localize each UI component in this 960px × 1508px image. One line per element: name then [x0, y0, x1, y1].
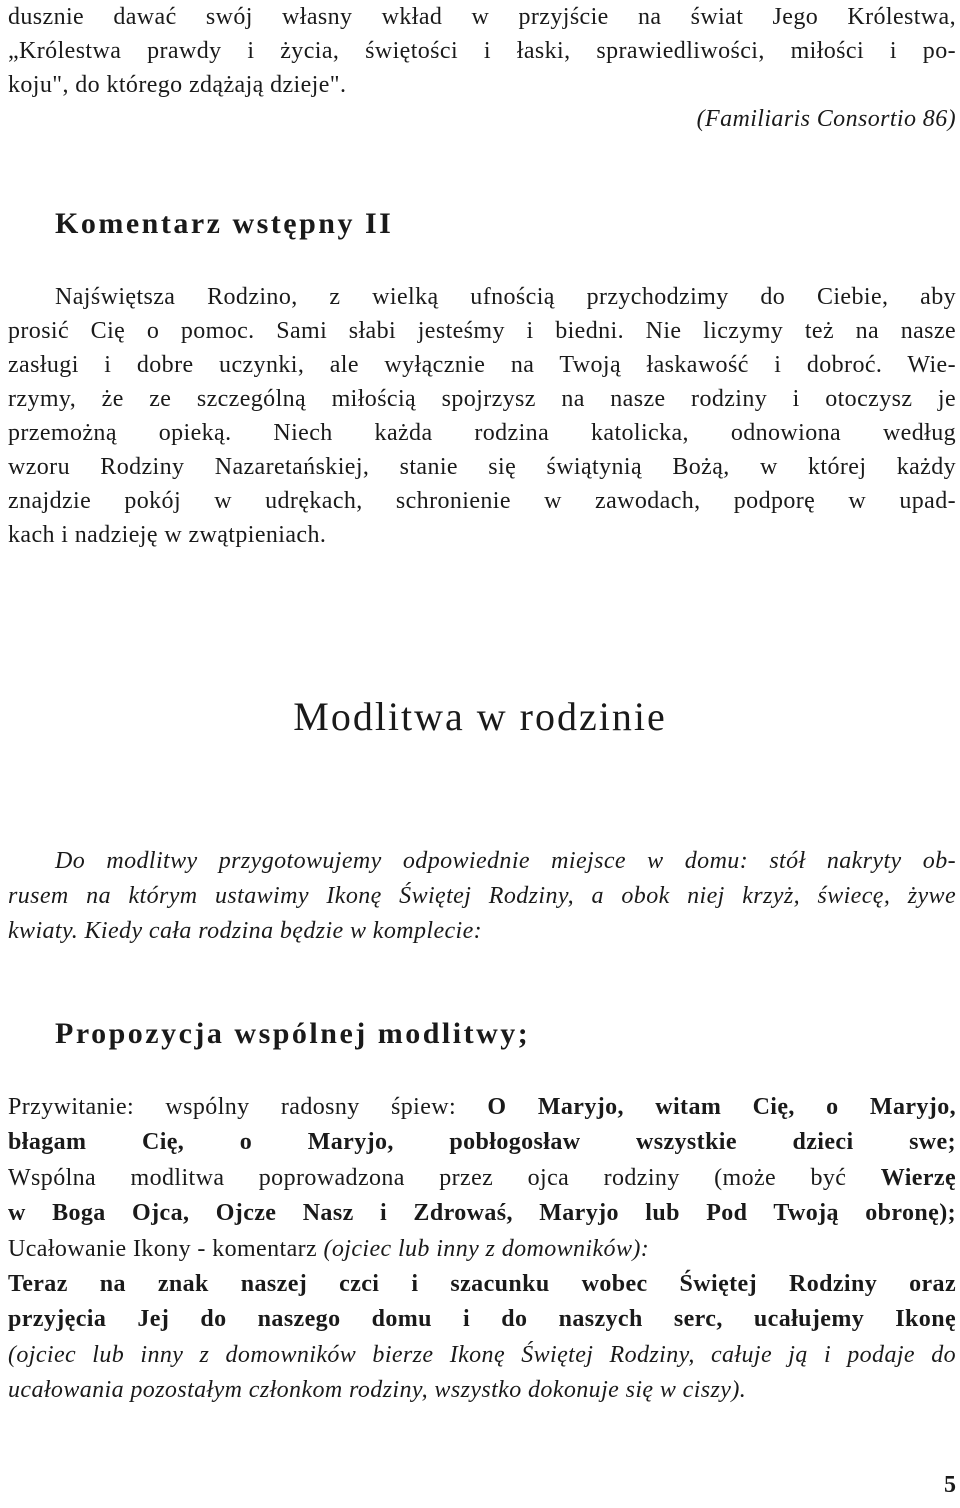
intro-line: dusznie dawać swój własny wkład w przyjście na świat Jego Królestwa, — [8, 4, 956, 30]
prayer-name: Wierzę — [880, 1165, 956, 1191]
prayer-bold-line: Teraz na znak naszej czci i szacunku wobec Świętej Rodziny oraz — [8, 1271, 956, 1297]
prayer-line — [8, 1163, 956, 1193]
komentarz-line: Najświętsza Rodzino, z wielką ufnością przychodzimy do Ciebie, aby — [55, 284, 956, 310]
citation: (Familiaris Consortio 86) — [696, 106, 956, 132]
prayer-text: Ucałowanie Ikony - komentarz — [8, 1236, 324, 1262]
komentarz-line: przemożną opieką. Niech każda rodzina katolicka, odnowiona według — [8, 420, 956, 446]
komentarz-line: rzymy, że ze szczególną miłością spojrzysz na nasze rodziny i otoczysz je — [8, 386, 956, 412]
komentarz-line: kach i nadzieję w zwątpieniach. — [8, 522, 327, 548]
intro-line: „Królestwa prawdy i życia, świętości i łaski, sprawiedliwości, miłości i po- — [8, 38, 956, 64]
instruction-line: Do modlitwy przygotowujemy odpowiednie miejsce w domu: stół nakryty ob- — [55, 848, 956, 874]
prayer-text: Wspólna modlitwa poprowadzona przez ojca rodziny (może być — [8, 1165, 881, 1191]
instruction-line: rusem na którym ustawimy Ikonę Świętej Rodziny, a obok niej krzyż, świecę, żywe — [8, 883, 956, 909]
section-heading-komentarz: Komentarz wstępny II — [55, 207, 394, 240]
instruction-line: kwiaty. Kiedy cała rodzina będzie w komplecie: — [8, 918, 483, 944]
komentarz-line: prosić Cię o pomoc. Sami słabi jesteśmy i biedni. Nie liczymy też na nasze — [8, 318, 956, 344]
prayer-text: Przywitanie: wspólny radosny śpiew: — [8, 1094, 488, 1120]
komentarz-line: znajdzie pokój w udrękach, schronienie w zawodach, podporę w upad- — [8, 488, 956, 514]
prayer-names: w Boga Ojca, Ojcze Nasz i Zdrowaś, Maryjo lub Pod Twoją obronę); — [8, 1200, 956, 1226]
prayer-line — [8, 1234, 956, 1264]
prayer-note: (ojciec lub inny z domowników): — [323, 1236, 650, 1262]
komentarz-line: zasługi i dobre uczynki, ale wyłącznie na Twoją łaskawość i dobroć. Wie- — [8, 352, 956, 378]
prayer-italic-line: ucałowania pozostałym członkom rodziny, wszystko dokonuje się w ciszy). — [8, 1377, 747, 1403]
prayer-line — [8, 1092, 956, 1122]
prayer-bold-line: przyjęcia Jej do naszego domu i do naszych serc, ucałujemy Ikonę — [8, 1306, 956, 1332]
song-title-continued: błagam Cię, o Maryjo, pobłogosław wszystkie dzieci swe; — [8, 1129, 956, 1155]
page-number: 5 — [944, 1472, 956, 1498]
section-heading-propozycja: Propozycja wspólnej modlitwy; — [55, 1017, 531, 1050]
song-title: O Maryjo, witam Cię, o Maryjo, — [487, 1094, 956, 1120]
prayer-italic-line: (ojciec lub inny z domowników bierze Ikonę Świętej Rodziny, całuje ją i podaje do — [8, 1342, 956, 1368]
page-title: Modlitwa w rodzinie — [293, 694, 667, 739]
komentarz-line: wzoru Rodziny Nazaretańskiej, stanie się świątynią Bożą, w której każdy — [8, 454, 956, 480]
intro-line: koju", do którego zdążają dzieje". — [8, 72, 347, 98]
